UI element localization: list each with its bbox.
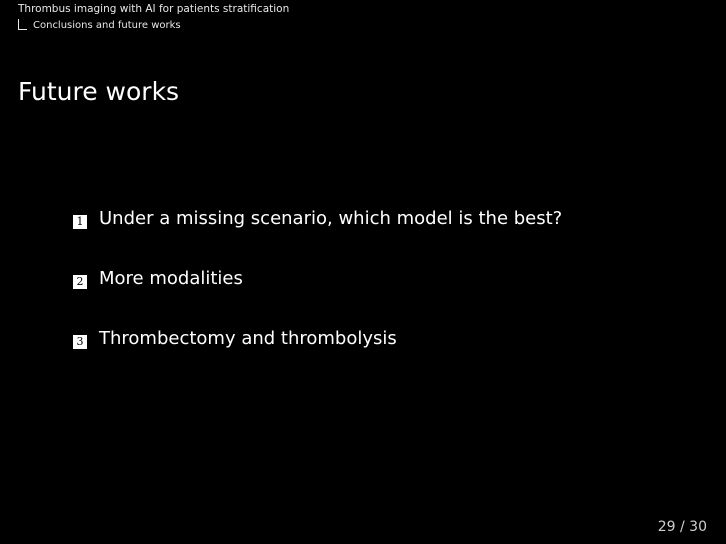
slide-header: [18, 2, 289, 32]
list-item: [73, 264, 562, 294]
page-number: 29 / 30: [657, 519, 707, 535]
subsection-breadcrumb: [18, 19, 289, 32]
list-item-text: Thrombectomy and thrombolysis: [99, 328, 397, 349]
list-number-badge: 3: [73, 335, 87, 349]
list-item: [73, 324, 562, 354]
enumerated-list: [73, 204, 562, 384]
list-number-badge: 1: [73, 215, 87, 229]
list-item-text: Under a missing scenario, which model is the best?: [99, 208, 563, 229]
list-item-text: More modalities: [99, 268, 243, 289]
section-title: Thrombus imaging with AI for patients stratification: [18, 3, 290, 15]
tree-branch-icon: [18, 19, 27, 30]
list-item: [73, 204, 562, 234]
frame-title: Future works: [18, 77, 180, 106]
list-number-badge: 2: [73, 275, 87, 289]
subsection-title: Conclusions and future works: [33, 20, 181, 31]
